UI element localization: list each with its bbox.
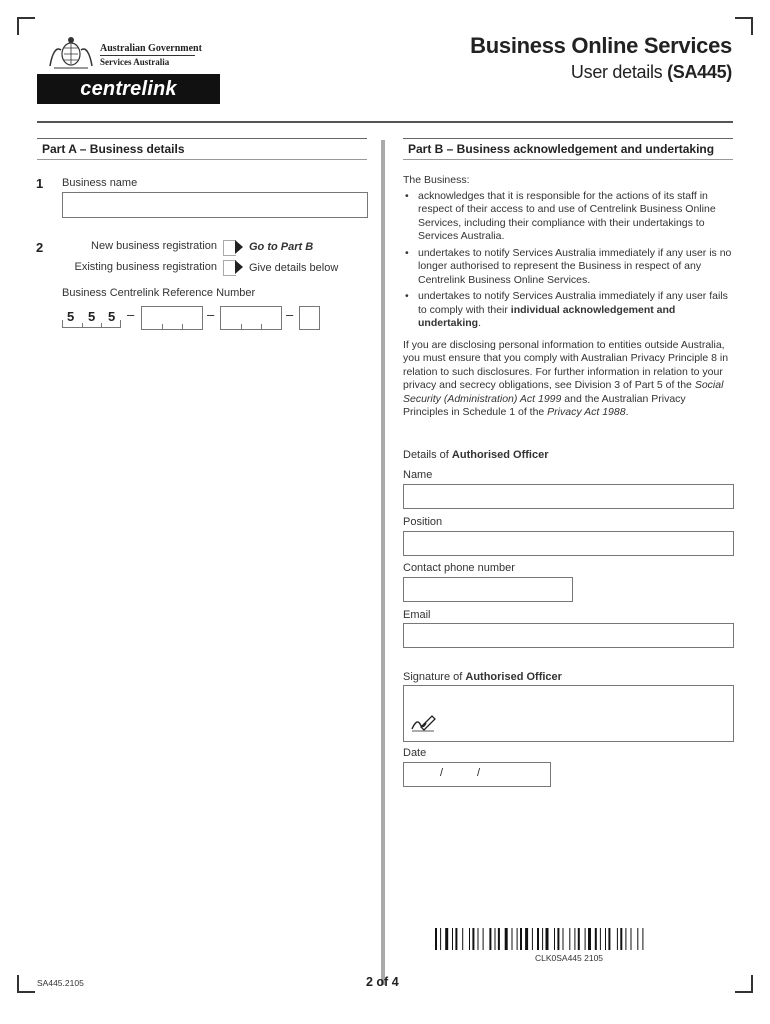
part-b-body [403, 174, 733, 420]
email-label: Email [403, 609, 431, 621]
part-b-heading: Part B – Business acknowledgement and undertaking [408, 142, 715, 156]
undertakings-list [403, 190, 733, 331]
list-item: • undertakes to notify Services Australia immediately if any user fails to comply with their individual acknowledgement and undertaking. [403, 290, 733, 331]
option-existing-business-label: Existing business registration [74, 261, 217, 273]
arrow-right-icon [235, 240, 243, 254]
phone-label: Contact phone number [403, 562, 515, 574]
barcode-text: CLK0SA445 2105 [534, 953, 604, 963]
crn-group-2-input[interactable] [141, 306, 203, 330]
business-name-label: Business name [62, 177, 138, 189]
gov-divider [100, 55, 195, 56]
crn-digit: 5 [108, 309, 116, 324]
date-label: Date [403, 747, 427, 759]
crop-mark-bottom-left [17, 975, 35, 993]
crn-dash: – [286, 307, 294, 322]
list-item: • undertakes to notify Services Australia immediately if any user is no longer authorised to represent the Business in respect of any Centrelink Business Online Services. [403, 247, 733, 288]
privacy-paragraph: If you are disclosing personal information to entities outside Australia, you must ensure that you comply with Australian Privacy Principle 8 in relation to such disclosures. For further information in relation to your privacy and secrecy obligations, see Division 3 of Part 5 of the Social Security (Administration) Act 1999 and the Australian Privacy Principles in Schedule 1 of the Privacy Act 1988. [403, 338, 729, 418]
date-separator: / [440, 767, 444, 779]
page-title: Business Online Services [470, 33, 732, 58]
signature-box[interactable] [403, 685, 734, 742]
name-label: Name [403, 469, 433, 481]
crn-check-digit-input[interactable] [299, 306, 320, 330]
authorised-officer-heading: Details of Authorised Officer [403, 449, 549, 461]
brand-bar [37, 74, 220, 104]
coat-of-arms-icon [46, 36, 96, 70]
signature-label: Signature of Authorised Officer [403, 671, 562, 683]
business-name-input[interactable] [62, 192, 368, 218]
position-input[interactable] [403, 531, 734, 556]
date-separator: / [477, 767, 481, 779]
part-b-bottom-rule [403, 159, 733, 160]
intro-text: The Business: [403, 174, 470, 186]
part-a-top-rule [37, 138, 367, 139]
question-1-number: 1 [36, 176, 44, 191]
give-details-instruction: Give details below [249, 262, 339, 274]
gov-name: Australian Government [100, 43, 202, 54]
date-input[interactable] [403, 762, 551, 787]
arrow-right-icon [235, 260, 243, 274]
crn-prefix-boxes [62, 306, 120, 328]
option-new-business-label: New business registration [91, 240, 217, 252]
crop-mark-bottom-right [735, 975, 753, 993]
column-divider [381, 140, 385, 985]
name-input[interactable] [403, 484, 734, 509]
agency-name: Services Australia [100, 57, 170, 67]
crn-digit: 5 [88, 309, 96, 324]
question-2-number: 2 [36, 240, 44, 255]
list-item: • acknowledges that it is responsible for the actions of its staff in respect of their access to and use of Centrelink Business Online Services, including their compliance with their undertakings to Services Australia. [403, 190, 733, 244]
phone-input[interactable] [403, 577, 573, 602]
crn-group-3-input[interactable] [220, 306, 282, 330]
brand-logo-text: centrelink [80, 78, 177, 100]
position-label: Position [403, 516, 443, 528]
part-b-top-rule [403, 138, 733, 139]
crn-digit: 5 [67, 309, 75, 324]
part-a-bottom-rule [37, 159, 367, 160]
crn-label: Business Centrelink Reference Number [62, 287, 256, 299]
header-rule [37, 121, 733, 123]
page-number: 2 of 4 [366, 975, 399, 989]
crop-mark-top-left [17, 17, 35, 35]
email-input[interactable] [403, 623, 734, 648]
go-to-part-b-instruction: Go to Part B [249, 241, 314, 253]
pen-signature-icon [410, 714, 436, 732]
barcode [435, 928, 703, 950]
crn-dash: – [207, 307, 215, 322]
crn-dash: – [127, 307, 135, 322]
crop-mark-top-right [735, 17, 753, 35]
page-subtitle: User details (SA445) [570, 62, 732, 82]
form-code: (SA445) [667, 62, 732, 82]
part-a-heading: Part A – Business details [42, 142, 185, 156]
form-version-code: SA445.2105 [37, 978, 84, 988]
